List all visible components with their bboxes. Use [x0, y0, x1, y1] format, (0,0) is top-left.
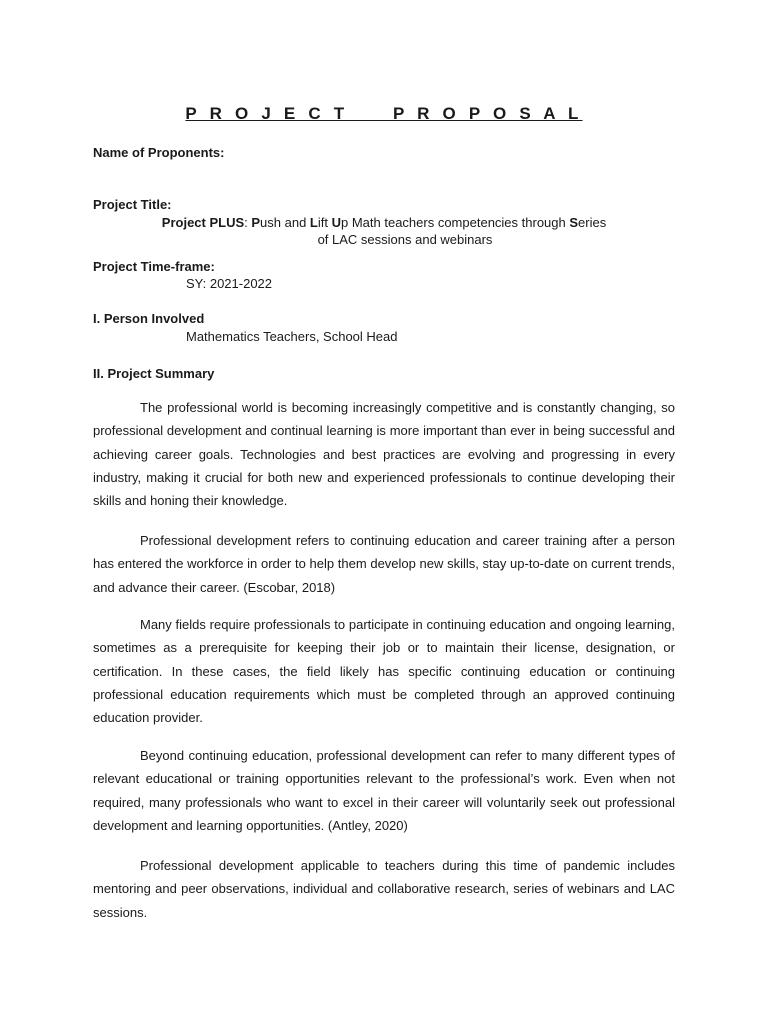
acronym-letter-u: U — [331, 215, 341, 230]
summary-paragraph: Professional development refers to continuing education and career training after a person has entered the workforce in order to help them develop new skills, stay up-to-date on current trends, and advance their career. (Escobar, 2018) — [93, 533, 675, 595]
proponents-label: Name of Proponents: — [93, 145, 225, 160]
project-title-text: ush and — [260, 215, 310, 230]
project-title-line-1 — [0, 215, 768, 230]
project-title-text: : — [244, 215, 252, 230]
person-involved-label: I. Person Involved — [93, 311, 205, 326]
summary-paragraph: The professional world is becoming increasingly competitive and is constantly changing, so professional development and continual learning is more important than ever in being successful and achieving career goals. Technologies and best practices are evolving and progressing in every industry, making it crucial for both new and experienced professionals to continue developing their skills and honing their knowledge. — [93, 400, 675, 509]
summary-paragraph: Professional development applicable to teachers during this time of pandemic includes mentoring and peer observations, individual and collaborative research, series of webinars and LAC sessions. — [93, 858, 675, 920]
project-summary-label: II. Project Summary — [93, 366, 215, 381]
project-title-text: p Math teachers competencies through — [341, 215, 570, 230]
acronym-letter-p: P — [251, 215, 261, 230]
summary-paragraph: Many fields require professionals to participate in continuing education and ongoing learning, sometimes as a prerequisite for keeping their job or to maintain their license, designation, or certification. In these cases, the field likely has specific continuing education or continuing professional education requirements which must be completed through an approved continuing education provider. — [93, 617, 675, 726]
summary-paragraph: Beyond continuing education, professional development can refer to many different types of relevant educational or training opportunities relevant to the professional’s work. Even when not required, many professionals who want to excel in their career will voluntarily seek out professional development and learning opportunities. (Antley, 2020) — [93, 748, 675, 833]
acronym-letter-s: S — [569, 215, 579, 230]
project-title-line-2: of LAC sessions and webinars — [317, 232, 493, 247]
person-involved-value: Mathematics Teachers, School Head — [186, 329, 398, 344]
project-title-label: Project Title: — [93, 197, 172, 212]
project-title-text: eries — [578, 215, 607, 230]
project-title-text: ift — [317, 215, 332, 230]
timeframe-value: SY: 2021-2022 — [186, 276, 273, 291]
timeframe-label: Project Time-frame: — [93, 259, 215, 274]
project-title-name: Project PLUS — [161, 215, 245, 230]
document-title: P R O J E C T P R O P O S A L — [185, 104, 583, 123]
acronym-letter-l: L — [309, 215, 318, 230]
